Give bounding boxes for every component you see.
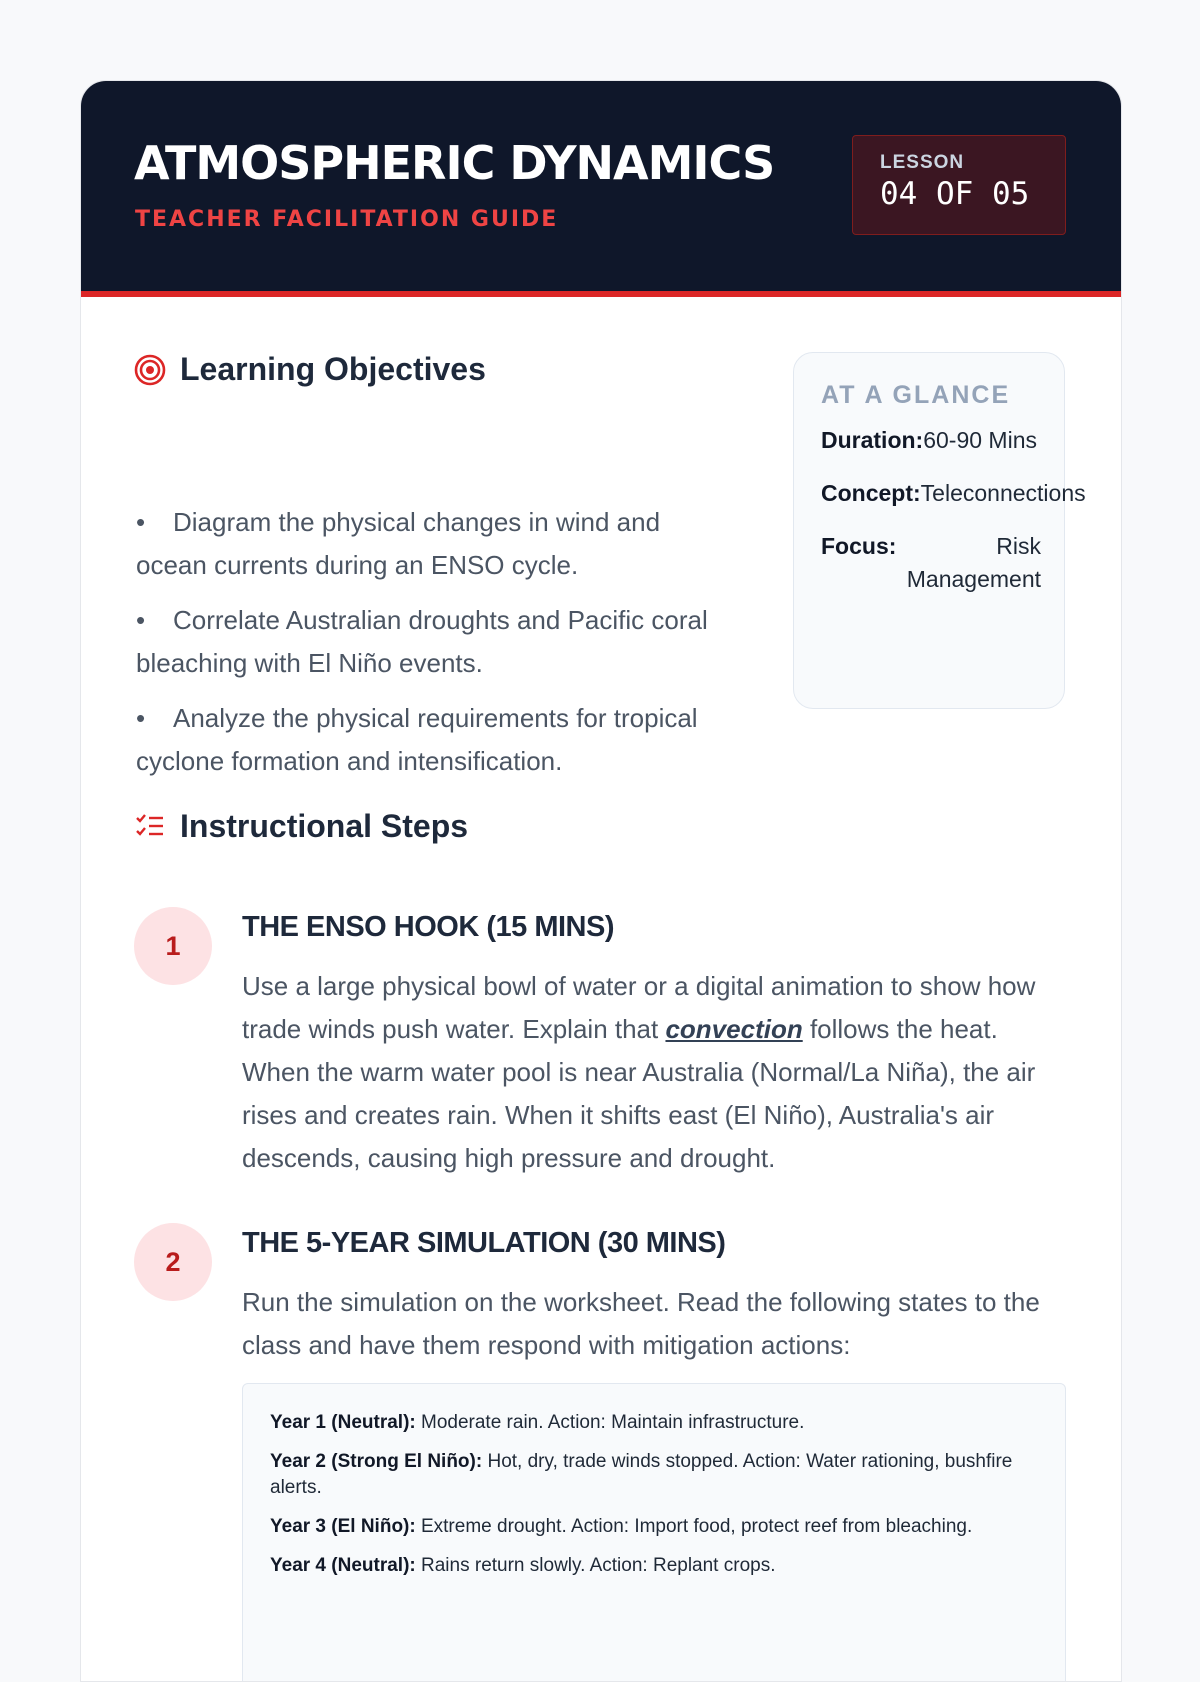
target-icon: [134, 354, 166, 386]
guide-card: [80, 80, 1122, 1682]
objectives-list: [136, 501, 726, 795]
step-number-badge: 1: [134, 907, 212, 985]
page-subtitle: TEACHER FACILITATION GUIDE: [135, 207, 559, 232]
simulation-states-box: [242, 1383, 1066, 1682]
glance-row-focus: Focus: Risk Management: [821, 533, 1041, 592]
lesson-label: LESSON: [880, 152, 965, 173]
simulation-year: Year 2 (Strong El Niño): Hot, dry, trade winds stopped. Action: Water rationing, bushfire alerts.: [270, 1451, 1013, 1498]
simulation-year: Year 3 (El Niño): Extreme drought. Action: Import food, protect reef from bleaching.: [270, 1516, 973, 1537]
steps-heading: [134, 808, 468, 845]
checklist-icon: [134, 811, 166, 843]
lesson-number: 04 OF 05: [880, 176, 1030, 212]
at-a-glance-panel: [793, 352, 1086, 709]
step-description: Use a large physical bowl of water or a digital animation to show how trade winds push water. Explain that convection follows the heat. When the warm water pool is near Australia (Normal/La Niña), the air rises and creates rain. When it shifts east (El Niño), Australia's air descends, causing high pressure and drought.: [242, 971, 1036, 1173]
list-item: • Diagram the physical changes in wind and ocean currents during an ENSO cycle.: [136, 507, 661, 580]
step-title: THE ENSO HOOK (15 MINS): [242, 911, 614, 943]
step-description: Run the simulation on the worksheet. Read the following states to the class and have them respond with mitigation actions:: [242, 1287, 1040, 1360]
glance-row-duration: Duration: 60-90 Mins: [821, 427, 1037, 453]
page-title: ATMOSPHERIC DYNAMICS: [134, 136, 775, 190]
simulation-year: Year 1 (Neutral): Moderate rain. Action: Maintain infrastructure.: [270, 1412, 805, 1433]
lesson-badge: [852, 135, 1066, 235]
list-item: • Correlate Australian droughts and Pacific coral bleaching with El Niño events.: [136, 605, 708, 678]
list-item: • Analyze the physical requirements for tropical cyclone formation and intensification.: [136, 703, 698, 776]
objectives-title: Learning Objectives: [180, 351, 486, 387]
step-number-badge: 2: [134, 1223, 212, 1301]
glance-row-concept: Concept: Teleconnections: [821, 480, 1086, 506]
keyword-convection: convection: [665, 1014, 803, 1044]
steps-title: Instructional Steps: [180, 808, 469, 844]
glance-title: AT A GLANCE: [821, 381, 1011, 409]
step-title: THE 5-YEAR SIMULATION (30 MINS): [242, 1227, 726, 1259]
simulation-year: Year 4 (Neutral): Rains return slowly. Action: Replant crops.: [270, 1555, 776, 1576]
objectives-heading: [134, 351, 486, 388]
guide-header: [81, 81, 1121, 297]
